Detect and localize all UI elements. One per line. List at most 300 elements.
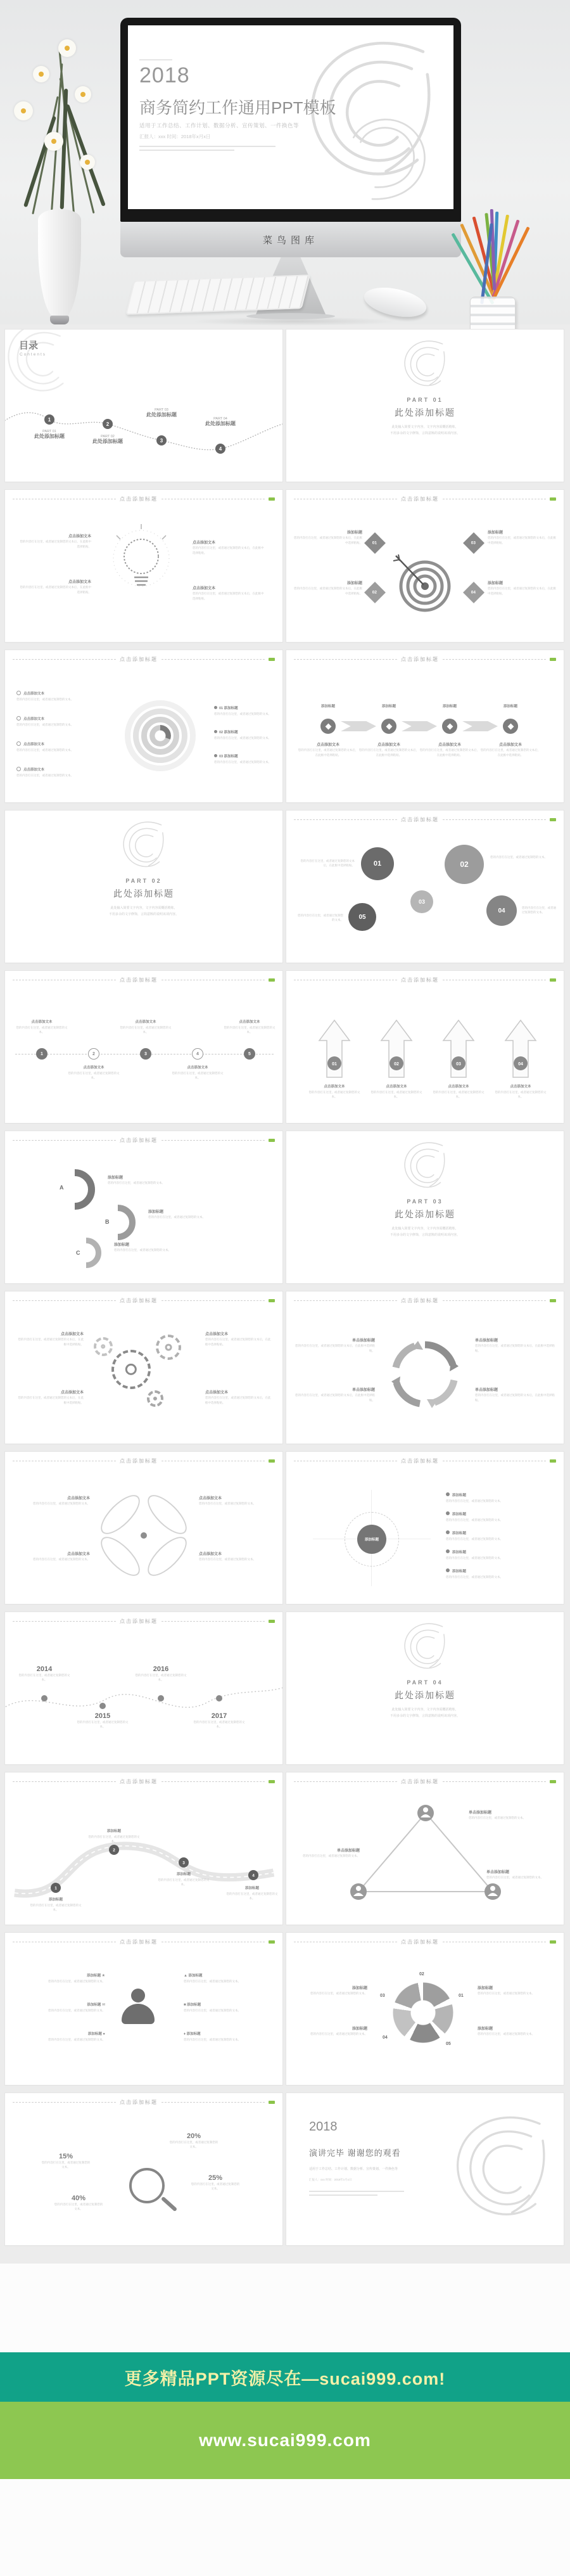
gear-hole (101, 1344, 105, 1349)
gear-hole (153, 1397, 157, 1400)
vase-foot (50, 316, 69, 324)
text-block-title: 添加标题 (48, 1898, 63, 1902)
green-tag (269, 497, 275, 501)
percent-block[interactable] (190, 2174, 241, 2191)
toc-number-badge: 1 (44, 414, 54, 425)
text-block[interactable] (369, 1085, 424, 1099)
monitor-chin (120, 222, 461, 257)
text-block[interactable] (15, 1020, 68, 1034)
green-tag (550, 1780, 556, 1783)
list-item[interactable] (446, 1511, 554, 1522)
slide-header (294, 496, 556, 503)
slide-header (294, 977, 556, 984)
percent-block[interactable] (53, 2195, 104, 2211)
imac-monitor (120, 18, 461, 222)
text-block[interactable] (478, 2027, 557, 2037)
text-block[interactable] (431, 1085, 486, 1099)
list-item-body: 您的内容打在这里，或者通过复制您的文本。 (446, 1556, 503, 1560)
text-block[interactable] (294, 1338, 375, 1353)
text-block-body: 您的内容打在这里，或者通过复制您的文本。 (172, 1071, 224, 1079)
dashed-line (443, 1300, 546, 1301)
text-block-body: 您的内容打在这里，或者通过复制您的文本后，在此框中选择粘贴。 (475, 1344, 555, 1352)
year-body: 您的内容打在这里，或者通过复制您的文本。 (193, 1721, 245, 1729)
petal-shape (142, 1531, 193, 1582)
percent-body: 您的内容打在这里，或者通过复制您的文本。 (191, 2182, 240, 2191)
slide-part-04 (286, 1612, 564, 1764)
dashed-line (13, 2102, 116, 2103)
part-label: PART 02 (125, 878, 162, 884)
text-block[interactable] (493, 1085, 548, 1099)
number-circle: 04 (486, 895, 517, 926)
step-label: 添加标题 (442, 705, 457, 708)
text-block-title: 点击添加文本 (205, 1333, 229, 1336)
text-block-body: 您的内容打在这里，或者通过复制您的文本后，在此框中选择粘贴。 (295, 1344, 375, 1352)
diamond-number-badge: 04 (463, 582, 484, 603)
swirl-graphic (386, 1620, 464, 1678)
feature-title: 添加标题 (186, 2032, 201, 2036)
dashed-line (443, 1781, 546, 1782)
text-block[interactable] (223, 1020, 276, 1034)
toc-title: 目录 (19, 340, 39, 351)
tiny-text-line (309, 2191, 404, 2192)
year-body: 您的内容打在这里，或者通过复制您的文本。 (18, 1674, 70, 1682)
dashed-line (162, 2102, 265, 2103)
text-block-body: 您的内容打在这里，或者通过复制您的文本后，在此框中选择粘贴。 (18, 1338, 84, 1346)
up-arrows-graphic (301, 1008, 550, 1081)
text-block-body: 您的内容打在这里，或者通过复制您的文本。 (68, 1071, 120, 1079)
text-block[interactable] (148, 1210, 229, 1220)
text-block-body: 您的内容打在这里，或者通过复制您的文本后，在此框中选择粘贴。 (480, 748, 541, 757)
text-block[interactable] (205, 1332, 272, 1347)
cover-subtitle: 适用于工作总结、工作计划、数据分析、宣传策划、一件换色等 (139, 122, 300, 129)
dashed-line (162, 1140, 265, 1141)
text-block[interactable] (478, 1986, 557, 1996)
list-item-body: 您的内容打在这里，或者通过复制您的文本。 (446, 1575, 503, 1579)
slide-header-title: 点击添加标题 (120, 1618, 158, 1624)
bullet-dot-icon (214, 706, 217, 709)
promo-text[interactable]: 更多精品PPT资源尽在—sucai999.com! (124, 2369, 446, 2388)
text-block[interactable] (29, 1898, 82, 1912)
slide-header (13, 656, 275, 663)
year-label: 2014 (36, 1665, 53, 1673)
slide-header-title: 点击添加标题 (120, 977, 158, 983)
pin-number: 3 (182, 1861, 185, 1866)
swirl-graphic (386, 1139, 464, 1197)
step-circle (320, 719, 336, 734)
bullet-dot-icon (446, 1568, 450, 1572)
step-glyph (446, 723, 453, 729)
donut-number: 01 (459, 1994, 464, 1998)
arrow-number: 03 (456, 1062, 461, 1067)
text-block-title: 点击添加文本 (239, 1020, 260, 1024)
list-item[interactable] (446, 1492, 554, 1503)
number-circle: 05 (348, 903, 376, 931)
slide-toc (5, 330, 282, 482)
slide-header (294, 1458, 556, 1464)
flower (75, 86, 91, 103)
site-url[interactable]: www.sucai999.com (199, 2430, 371, 2450)
feature-title: 添加标题 (87, 1974, 101, 1978)
text-block-body: 您的内容打在这里，或者通过复制您的文本。 (148, 1215, 205, 1219)
gear-icon (111, 1350, 151, 1389)
text-block-title: 点击添加文本 (193, 587, 216, 591)
step-circle (503, 719, 518, 734)
feature-item[interactable] (14, 2032, 105, 2042)
year-block[interactable] (76, 1712, 129, 1729)
toc-item[interactable] (129, 408, 194, 418)
text-block-body: 您的内容打在这里，或者通过复制您的文本后，在此框中选择粘贴。 (298, 748, 358, 757)
text-block-body: 您的内容打在这里，或者通过复制您的文本后，在此框中选择粘贴。 (20, 586, 91, 594)
flower (80, 155, 95, 170)
text-block-title: 添加标题 (478, 2027, 493, 2031)
feature-body: 您的内容打在这里，或者通过复制您的文本。 (48, 1979, 105, 1983)
part-label: PART 04 (407, 1679, 443, 1686)
slide-header-title: 点击添加标题 (401, 1298, 439, 1304)
toc-item-label: 此处添加标题 (205, 421, 236, 426)
percent-body: 您的内容打在这里，或者通过复制您的文本。 (41, 2161, 91, 2169)
feature-body: 您的内容打在这里，或者通过复制您的文本。 (48, 2008, 105, 2012)
feature-item[interactable] (14, 2002, 105, 2013)
donut-number: 04 (383, 2035, 388, 2040)
part-desc: 此处输入简要文字内容，文字内容需概括精炼， (391, 1708, 459, 1712)
text-block-title: 添加标题 (352, 1987, 367, 1990)
text-block[interactable] (294, 1388, 375, 1402)
feature-item[interactable] (184, 2002, 275, 2013)
green-tag (550, 658, 556, 661)
text-block[interactable] (199, 1552, 270, 1562)
text-block-body: 您的内容打在这里，或者通过复制您的文本。 (308, 1090, 360, 1098)
toc-item-label: 此处添加标题 (146, 412, 177, 418)
text-block-body: 您的内容打在这里，或者通过复制您的文本。 (199, 1558, 256, 1561)
monitor-screen-cover-slide (128, 25, 453, 209)
star-icon: ★ (101, 1974, 105, 1978)
bullet-circle-icon (16, 716, 21, 721)
text-block-title: 点击添加文本 (60, 1333, 84, 1336)
text-block-body: 您的内容打在这里，或者通过复制您的文本。 (478, 2032, 535, 2036)
text-block[interactable] (114, 1243, 195, 1253)
slide-header-title: 点击添加标题 (401, 1939, 439, 1945)
list-item-body: 您的内容打在这里，或者通过复制您的文本。 (16, 773, 73, 777)
slide-target-diagram (286, 490, 564, 642)
text-block[interactable] (469, 1810, 557, 1821)
text-block[interactable] (199, 1496, 270, 1506)
pin-number: 2 (113, 1848, 115, 1853)
list-item-title: 添加标题 (224, 707, 238, 710)
text-block-title: 点击添加文本 (324, 1085, 345, 1089)
feature-title: 添加标题 (188, 1974, 203, 1978)
toc-item-label: 此处添加标题 (92, 439, 123, 444)
slide-up-arrows (286, 971, 564, 1123)
letter-label: C (76, 1250, 80, 1256)
text-block-title: 单击添加标题 (352, 1388, 375, 1392)
text-block[interactable] (20, 1552, 90, 1562)
year-block[interactable] (18, 1665, 71, 1682)
text-block[interactable] (475, 1338, 556, 1353)
year-label: 2017 (211, 1712, 227, 1720)
feature-item[interactable] (184, 1973, 275, 1983)
text-block[interactable] (67, 1066, 120, 1080)
cover-title: 商务简约工作通用PPT模板 (139, 98, 336, 117)
part-title: 此处添加标题 (395, 407, 455, 418)
green-tag (550, 1940, 556, 1944)
feature-body: 您的内容打在这里，或者通过复制您的文本。 (184, 1979, 241, 1983)
text-block[interactable] (488, 581, 557, 596)
arrow-number: 01 (332, 1062, 337, 1067)
bullet-dot-icon (214, 730, 217, 733)
bullet-dot-icon (446, 1492, 450, 1496)
toc-curve (5, 330, 282, 482)
year-body: 您的内容打在这里，或者通过复制您的文本。 (77, 1721, 129, 1729)
slide-header (13, 1778, 275, 1785)
bullet-dot-icon (446, 1511, 450, 1515)
gear-icon (156, 1335, 181, 1360)
tiny-text-line (309, 2195, 377, 2196)
cover-presenter-line: 汇报人：xxx 时间：2018年x月x日 (139, 134, 211, 139)
lightbulb-icon (100, 522, 182, 610)
text-block-body: 您的内容打在这里，或者通过复制您的文本后，在此框中选择粘贴。 (205, 1338, 271, 1346)
text-block[interactable] (293, 2027, 367, 2037)
text-block[interactable] (293, 1986, 367, 1996)
text-block-title: 点击添加文本 (66, 1497, 90, 1501)
triangle-icon: ▲ (184, 1974, 187, 1978)
letter-label: B (105, 1219, 110, 1225)
slide-cycle-diagram (286, 1291, 564, 1444)
chevron-arrow-icon (462, 721, 498, 731)
text-block[interactable] (16, 1390, 84, 1405)
green-tag (269, 2101, 275, 2104)
slide-header (294, 656, 556, 663)
text-block[interactable] (119, 1020, 172, 1034)
step-glyph (386, 723, 392, 729)
slide-header (13, 1297, 275, 1304)
text-block-body: 您的内容打在这里，或者通过复制您的文本。 (310, 1992, 367, 1996)
feature-item[interactable] (184, 2032, 275, 2042)
toc-item[interactable] (16, 430, 82, 440)
arrow-number: 02 (394, 1062, 399, 1067)
text-block-body: 您的内容打在这里，或者通过复制您的文本。 (199, 1502, 256, 1506)
text-block-body: 您的内容打在这里，或者通过复制您的文本后，在此框中选择粘贴。 (193, 592, 264, 600)
text-block[interactable] (87, 1829, 141, 1843)
list-item-title: 点击添加文本 (23, 717, 45, 721)
closing-subtitle: 适用于工作总结、工作计划、数据分析、宣传策划、一件换色等 (309, 2167, 398, 2171)
feature-title: 添加标题 (87, 2032, 102, 2036)
slide-triangle-diagram (286, 1772, 564, 1925)
text-block-title: 点击添加文本 (386, 1085, 407, 1089)
list-item-number: 02 (219, 731, 224, 734)
feature-item[interactable] (14, 1973, 105, 1983)
text-block-body: 您的内容打在这里，或者通过复制您的文本后，在此框中选择粘贴。 (295, 1394, 375, 1402)
text-block-title: 点击添加文本 (31, 1020, 53, 1024)
text-block[interactable] (291, 530, 362, 545)
slide-header-title: 点击添加标题 (401, 817, 439, 823)
swirl-graphic (386, 337, 464, 395)
timeline-node: 3 (140, 1048, 151, 1060)
toc-number-badge: 2 (103, 419, 113, 429)
slide-header-title: 点击添加标题 (401, 1779, 439, 1785)
text-block-title: 添加标题 (488, 582, 504, 586)
text-block[interactable] (298, 743, 358, 757)
text-block[interactable] (475, 1388, 556, 1402)
text-block-body: 您的内容打在这里，或者通过复制您的文本后，在此框中选择粘贴。 (205, 1396, 271, 1404)
bullet-dot-icon (446, 1530, 450, 1534)
year-block[interactable] (134, 1665, 187, 1682)
text-block-body: 您的内容打在这里，或者通过复制您的文本。 (224, 1025, 276, 1034)
list-item-title: 添加标题 (224, 731, 238, 734)
list-item-title: 添加标题 (452, 1494, 467, 1497)
green-tag (269, 1459, 275, 1463)
slide-header-title: 点击添加标题 (401, 657, 439, 662)
step-glyph (325, 723, 331, 729)
toc-item[interactable] (75, 435, 141, 445)
mouse (362, 283, 429, 322)
gear-icon (94, 1337, 113, 1356)
text-block-body: 您的内容打在这里，或者通过复制您的文本。 (370, 1090, 422, 1098)
percent-block[interactable] (168, 2132, 219, 2149)
chevron-arrow-icon (402, 721, 437, 731)
text-block[interactable] (480, 743, 541, 757)
dashed-line (13, 1781, 116, 1782)
step-label: 添加标题 (320, 705, 335, 708)
part-title: 此处添加标题 (395, 1690, 455, 1700)
list-item-body: 您的内容打在这里，或者通过复制您的文本。 (16, 722, 73, 726)
bullet-circle-icon (16, 767, 21, 771)
letter-label: A (60, 1184, 64, 1191)
year-block[interactable] (193, 1712, 246, 1729)
list-item[interactable] (446, 1549, 554, 1560)
feature-title: 添加标题 (87, 2003, 101, 2007)
text-block-title: 添加标题 (478, 1987, 493, 1990)
text-block[interactable] (20, 1496, 90, 1506)
list-item[interactable] (446, 1568, 554, 1579)
text-block[interactable] (171, 1066, 224, 1080)
text-block[interactable] (291, 1849, 360, 1859)
text-block[interactable] (488, 530, 557, 545)
person-icon-body (122, 2004, 155, 2024)
slide-radial-diagram (286, 1452, 564, 1604)
list-item[interactable] (214, 754, 272, 764)
pin-number: 1 (54, 1886, 57, 1891)
text-block-title: 点击添加文本 (193, 541, 216, 545)
text-block-body: 您的内容打在这里，或者通过复制您的文本。 (478, 1992, 535, 1996)
step-glyph (507, 723, 514, 729)
flower (44, 132, 63, 151)
slide-header-title: 点击添加标题 (120, 1458, 158, 1464)
text-block-title: 单击添加标题 (475, 1388, 498, 1392)
text-block-title: 添加标题 (148, 1210, 164, 1214)
toc-item[interactable] (187, 417, 253, 427)
diamond-number-badge: 03 (463, 532, 484, 554)
text-block[interactable] (205, 1390, 272, 1405)
text-block-body: 您的内容打在这里，或者通过复制您的文本。 (33, 1502, 90, 1506)
green-tag (269, 658, 275, 661)
flower (14, 101, 33, 120)
text-block-body: 您的内容打在这里，或者通过复制您的文本后，在此框中选择粘贴。 (294, 536, 362, 544)
list-item[interactable] (16, 767, 100, 778)
bullet-dot-icon (214, 754, 217, 757)
diamond-icon: ♦ (184, 2032, 186, 2036)
text-block[interactable] (358, 743, 419, 757)
text-block-title: 点击添加文本 (68, 580, 91, 584)
diamond-number-badge: 02 (364, 582, 386, 603)
petal-shape (95, 1489, 146, 1541)
percent-block[interactable] (41, 2153, 91, 2169)
dashed-line (294, 819, 397, 820)
vase (38, 209, 81, 318)
list-item-title: 添加标题 (224, 755, 238, 759)
text-block-title: 添加标题 (114, 1243, 130, 1247)
slide-header-title: 点击添加标题 (120, 1298, 158, 1304)
list-item[interactable] (16, 741, 100, 752)
number-circle: 02 (445, 845, 484, 884)
list-item[interactable] (214, 730, 272, 740)
list-item[interactable] (16, 691, 100, 702)
petal-shape (95, 1531, 146, 1582)
toc-item-label: 此处添加标题 (34, 433, 65, 439)
gear-hole (125, 1364, 137, 1375)
text-block[interactable] (291, 581, 362, 596)
list-item[interactable] (16, 716, 100, 727)
slide-header-title: 点击添加标题 (401, 977, 439, 983)
gear-hole (165, 1344, 172, 1351)
text-block-body: 您的内容打在这里，或者通过复制您的文本后，在此框中选择粘贴。 (300, 859, 355, 868)
cover-year: 2018 (139, 63, 190, 87)
slide-header-title: 点击添加标题 (120, 657, 158, 662)
percent-value: 40% (71, 2195, 86, 2202)
flower (58, 39, 76, 57)
part-label: PART 01 (407, 397, 443, 403)
text-block[interactable] (18, 580, 91, 594)
gear-icon (147, 1390, 163, 1407)
list-item-body: 您的内容打在这里，或者通过复制您的文本。 (16, 697, 73, 701)
feature-body: 您的内容打在这里，或者通过复制您的文本。 (184, 2037, 241, 2041)
text-block-title: 单击添加标题 (352, 1339, 375, 1343)
number-circle: 01 (361, 847, 394, 880)
text-block[interactable] (419, 743, 480, 757)
slide-lightbulb-diagram (5, 490, 282, 642)
swirl-graphic (438, 2106, 564, 2239)
toc-number-badge: 4 (215, 444, 225, 454)
text-block[interactable] (108, 1176, 189, 1186)
circle-icon: ● (103, 2032, 105, 2036)
slide-percent-analysis (5, 2093, 282, 2245)
slide-header-title: 点击添加标题 (120, 1939, 158, 1945)
slide-rings-diagram (5, 650, 282, 802)
text-block[interactable] (193, 586, 266, 601)
dashed-line (162, 1300, 265, 1301)
text-block[interactable] (18, 534, 91, 549)
slide-road-map (5, 1772, 282, 1925)
list-item-body: 您的内容打在这里，或者通过复制您的文本。 (446, 1499, 503, 1503)
text-block[interactable] (157, 1873, 210, 1887)
text-block[interactable] (225, 1887, 279, 1900)
text-block-body: 您的内容打在这里，或者通过复制您的文本。 (226, 1892, 278, 1900)
text-block[interactable] (193, 541, 266, 555)
text-block[interactable] (486, 1870, 559, 1880)
text-block-body: 您的内容打在这里，或者通过复制您的文本。 (108, 1181, 165, 1185)
list-item-title: 点击添加文本 (23, 768, 45, 772)
text-block[interactable] (307, 1085, 362, 1099)
percent-value: 25% (208, 2174, 223, 2182)
text-block[interactable] (16, 1332, 84, 1347)
list-item[interactable] (214, 706, 272, 716)
text-block-body: 您的内容打在这里，或者通过复制您的文本后，在此框中选择粘贴。 (358, 748, 419, 757)
text-block-title: 点击添加文本 (135, 1020, 156, 1024)
keyboard (125, 274, 310, 315)
year-label: 2015 (94, 1712, 111, 1720)
list-item-title: 添加标题 (452, 1532, 467, 1535)
list-item[interactable] (446, 1530, 554, 1541)
envelope-icon: ✉ (101, 2003, 105, 2007)
